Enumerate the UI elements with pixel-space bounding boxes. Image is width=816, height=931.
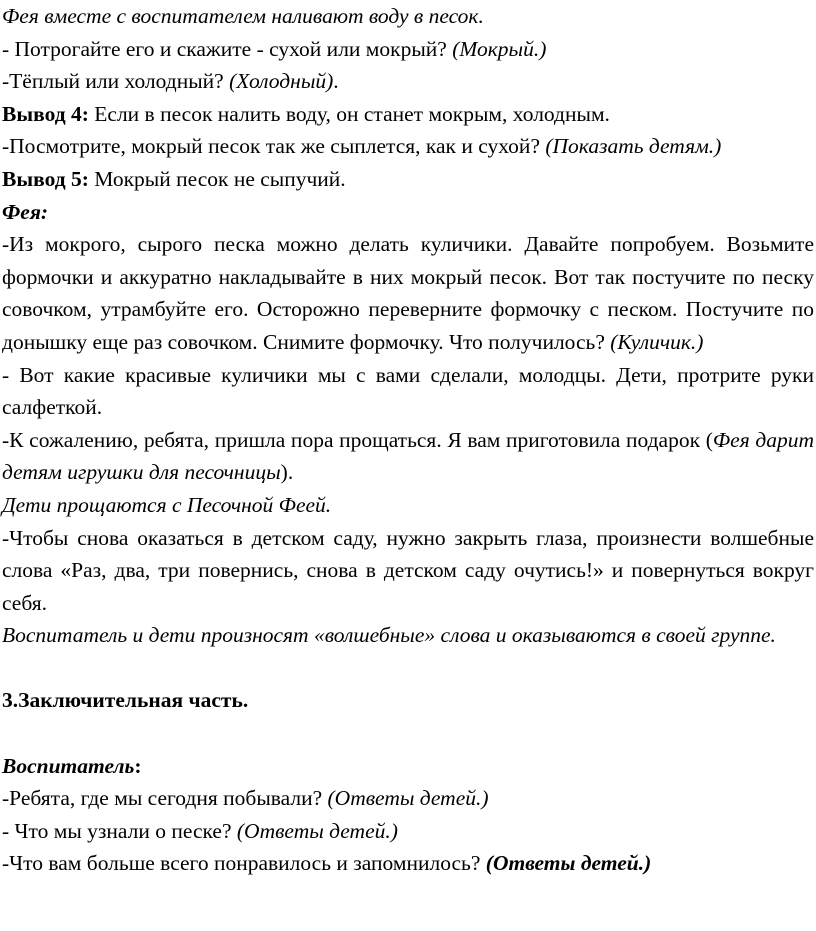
gift-paragraph [2,424,814,489]
expected-answer: (Куличик.) [610,329,704,354]
return-paragraph: -Чтобы снова оказаться в детском саду, нужно закрыть глаза, произнести волшебные слова «Раз, два, три повернись, снова в детском саду очутись!» и повернуться вокруг себя. [2,525,814,615]
stage-direction: Воспитатель и дети произносят «волшебные» слова и оказываются в своей группе. [2,623,776,648]
punctuation: . [333,69,339,94]
what-learned-question [2,815,814,848]
warm-cold-question [2,65,814,98]
speaker-label: Воспитатель [2,753,135,778]
magic-words-paragraph [2,619,814,652]
expected-answer: (Показать детям.) [545,134,722,159]
punctuation: : [134,753,142,778]
goodbye-line [2,489,814,522]
blank-line [2,652,814,685]
question-text: -Посмотрите, мокрый песок так же сыплется, как и сухой? [2,134,546,159]
conclusion-text: Если в песок налить воду, он станет мокрым, холодным. [88,101,610,126]
document-page [2,0,814,880]
where-were-we-question [2,782,814,815]
conclusion-5 [2,163,814,196]
conclusion-label: Вывод 5: [2,166,89,191]
question-text: - Потрогайте его и скажите - сухой или мокрый? [2,36,453,61]
fairy-pours-water-line [2,0,814,33]
stage-direction: Фея вместе с воспитателем наливают воду в песок. [2,4,484,28]
stage-direction: Фея дарит детям игрушки для песочницы [2,427,814,485]
expected-answer: (Ответы детей.) [485,851,652,876]
question-text: -Ребята, где мы сегодня побывали? [2,786,328,811]
section-title: 3.Заключительная часть. [2,688,249,713]
expected-answer: (Холодный) [229,69,334,94]
conclusion-4 [2,98,814,131]
paragraph-text: -Из мокрого, сырого песка можно делать куличики. Давайте попробуем. Возьмите формочки и аккуратно накладывайте в них мокрый песок. Вот так постучите по песку совочком, утрамбуйте его. Осторожно переверните формочку с песком. Постучите по донышку еще раз совочком. Снимите формочку. Что получилось? [2,232,814,354]
fairy-heading [2,196,814,229]
pour-sand-question [2,130,814,163]
paragraph-text: -К сожалению, ребята, пришла пора прощаться. Я вам приготовила подарок ( [2,427,713,452]
teacher-heading [2,750,814,783]
expected-answer: (Мокрый.) [452,36,547,61]
wipe-hands-paragraph: - Вот какие красивые куличики мы с вами сделали, молодцы. Дети, протрите руки салфеткой. [2,362,814,420]
expected-answer: (Ответы детей.) [236,818,398,843]
sand-cakes-paragraph [2,228,814,358]
blank-line [2,717,814,750]
conclusion-label: Вывод 4: [2,101,89,126]
question-text: -Что вам больше всего понравилось и запомнилось? [2,851,486,876]
speaker-label: Фея: [2,199,49,224]
question-text: - Что мы узнали о песке? [2,818,237,843]
question-text: -Тёплый или холодный? [2,69,230,94]
what-liked-question [2,847,814,880]
touch-sand-question [2,33,814,66]
section-heading [2,684,814,717]
conclusion-text: Мокрый песок не сыпучий. [88,166,346,191]
stage-direction: Дети прощаются с Песочной Феей. [2,492,332,517]
punctuation: ). [280,460,294,485]
expected-answer: (Ответы детей.) [327,786,489,811]
